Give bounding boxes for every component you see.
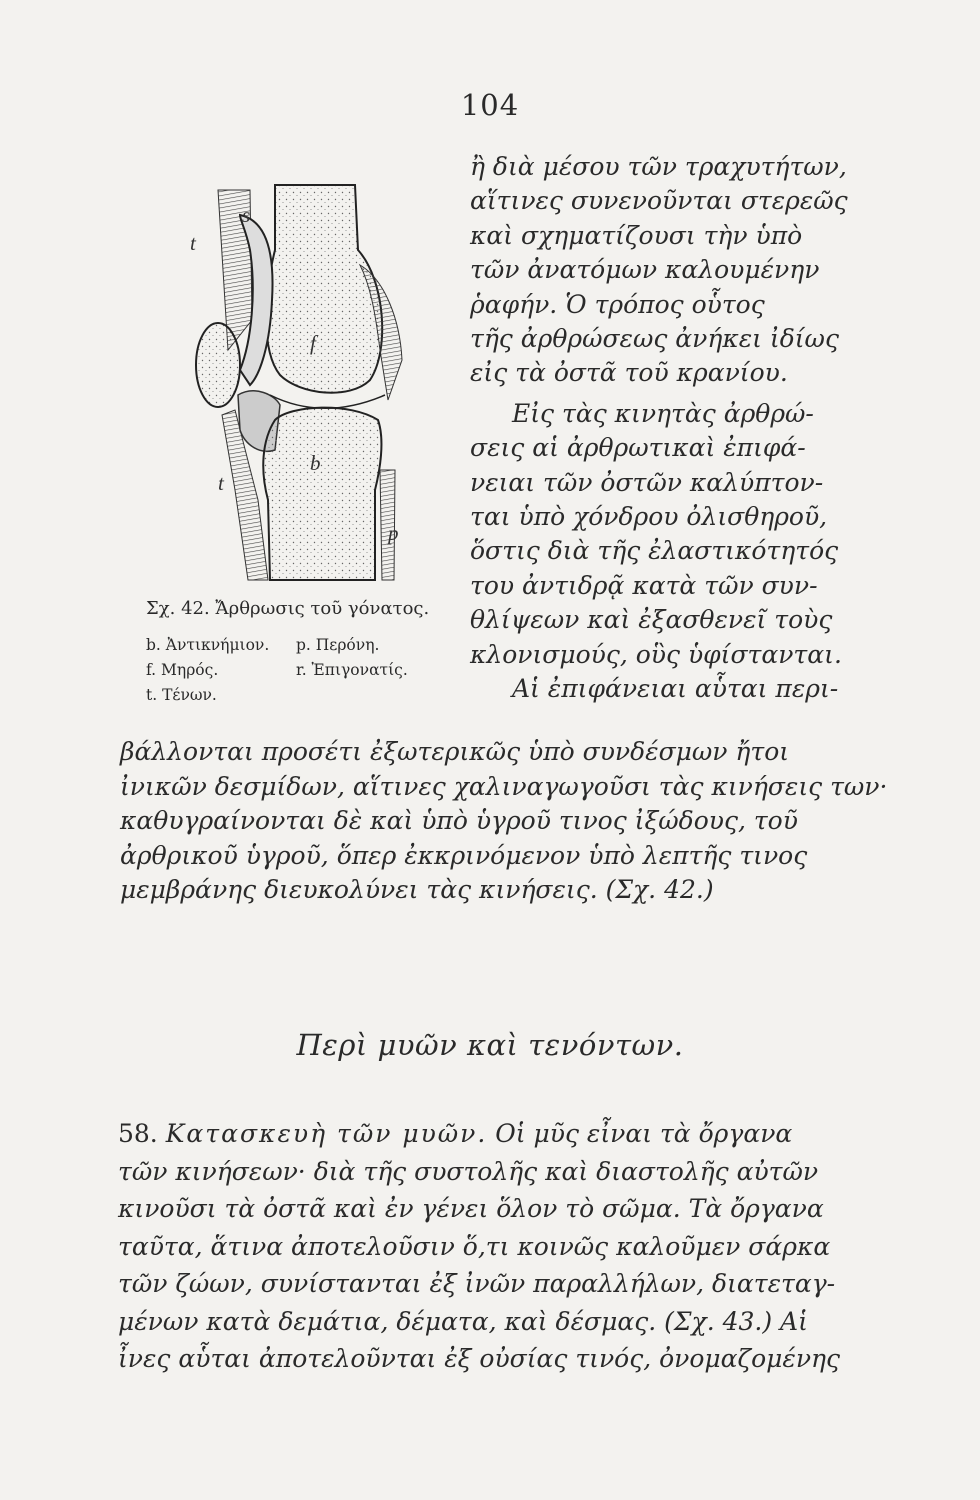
text-line: κλονισμούς, οὓς ὑφίστανται. — [470, 639, 842, 669]
text-line: ἶνες αὗται ἀποτελοῦνται ἐξ οὐσίας τινός, ὀνομαζομένης — [118, 1344, 840, 1373]
caption-legend-row — [146, 633, 466, 658]
page-number: 104 — [460, 88, 520, 122]
legend-item: p. Περόνη. — [296, 636, 380, 654]
caption-legend-row — [146, 683, 466, 708]
text-line: ταῦτα, ἅτινα ἀποτελοῦσιν ὅ,τι κοινῶς καλοῦμεν σάρκα — [118, 1231, 831, 1261]
figure-label-s: s — [242, 203, 251, 227]
section-heading: Περὶ μυῶν καὶ τενόντων. — [296, 1028, 684, 1062]
figure-label-p: p — [388, 521, 399, 545]
knee-joint-illustration — [180, 170, 440, 590]
text-line: του ἀντιδρᾷ κατὰ τῶν συν- — [470, 570, 818, 600]
figure-label-b: b — [310, 451, 321, 475]
text-line: βάλλονται προσέτι ἐξωτερικῶς ὑπὸ συνδέσμων ἤτοι — [120, 737, 790, 766]
section-number: 58. — [118, 1119, 158, 1148]
text-line: τῆς ἀρθρώσεως ἀνήκει ἰδίως — [470, 324, 839, 354]
right-column-text — [470, 150, 862, 707]
paragraph — [470, 150, 862, 391]
full-width-paragraph — [120, 735, 888, 908]
text-line: θλίψεων καὶ ἐξασθενεῖ τοὺς — [470, 605, 833, 635]
legend-item: t. Τένων. — [146, 686, 217, 704]
text-line: κινοῦσι τὰ ὀστᾶ καὶ ἐν γένει ὅλον τὸ σῶμα. Τὰ ὄργανα — [118, 1194, 824, 1223]
paragraph — [470, 672, 862, 706]
figure-caption — [146, 596, 466, 708]
caption-title: Σχ. 42. Ἄρθρωσις τοῦ γόνατος. — [146, 598, 430, 619]
text-line: μεμβράνης διευκολύνει τὰς κινήσεις. (Σχ. 42.) — [120, 875, 714, 904]
section-58 — [118, 1115, 863, 1378]
text-line: ἢ διὰ μέσου τῶν τραχυτήτων, — [470, 152, 847, 181]
text-fragment: Οἱ μῦς εἶναι τὰ ὄργανα — [495, 1119, 793, 1148]
text-line: Εἰς τὰς κινητὰς ἀρθρώ- — [512, 398, 814, 428]
text-line — [118, 1115, 863, 1153]
text-line: Αἱ ἐπιφάνειαι αὗται περι- — [512, 674, 839, 704]
section-title: Κατασκευὴ τῶν μυῶν. — [165, 1119, 488, 1148]
legend-item: b. Ἀντικνήμιον. — [146, 636, 270, 654]
figure-label-t-top: t — [190, 231, 196, 255]
legend-item: r. Ἐπιγονατίς. — [296, 661, 408, 679]
text-line: αἵτινες συνενοῦνται στερεῶς — [470, 186, 848, 216]
paragraph — [470, 397, 862, 672]
text-line: τῶν ζώων, συνίστανται ἐξ ἰνῶν παραλλήλων, διατεταγ- — [118, 1269, 836, 1298]
text-line: μένων κατὰ δεμάτια, δέματα, καὶ δέσμας. (Σχ. 43.) Αἱ — [118, 1306, 808, 1336]
text-line: ὅστις διὰ τῆς ἐλαστικότητός — [470, 536, 839, 566]
text-line: ται ὑπὸ χόνδρου ὀλισθηροῦ, — [470, 502, 828, 532]
text-line: τῶν κινήσεων· διὰ τῆς συστολῆς καὶ διαστολῆς αὐτῶν — [118, 1156, 819, 1186]
knee-joint-figure — [180, 170, 440, 590]
text-line: εἰς τὰ ὀστᾶ τοῦ κρανίου. — [470, 358, 788, 388]
legend-item: f. Μηρός. — [146, 661, 219, 679]
text-line: σεις αἱ ἀρθρωτικαὶ ἐπιφά- — [470, 433, 806, 463]
text-line: ἰνικῶν δεσμίδων, αἵτινες χαλιναγωγοῦσι τὰς κινήσεις των· — [120, 771, 888, 801]
figure-label-f: f — [310, 331, 316, 355]
text-line: καθυγραίνονται δὲ καὶ ὑπὸ ὑγροῦ τινος ἰξώδους, τοῦ — [120, 806, 798, 835]
text-line: καὶ σχηματίζουσι τὴν ὑπὸ — [470, 220, 803, 250]
figure-label-t-bottom: t — [218, 471, 224, 495]
text-line: τῶν ἀνατόμων καλουμένην — [470, 255, 820, 285]
text-line: νειαι τῶν ὀστῶν καλύπτον- — [470, 467, 824, 497]
text-line: ἀρθρικοῦ ὑγροῦ, ὅπερ ἐκκρινόμενον ὑπὸ λεπτῆς τινος — [120, 840, 808, 870]
text-line: ῥαφήν. Ὁ τρόπος οὗτος — [470, 289, 765, 319]
caption-legend-row — [146, 658, 466, 683]
